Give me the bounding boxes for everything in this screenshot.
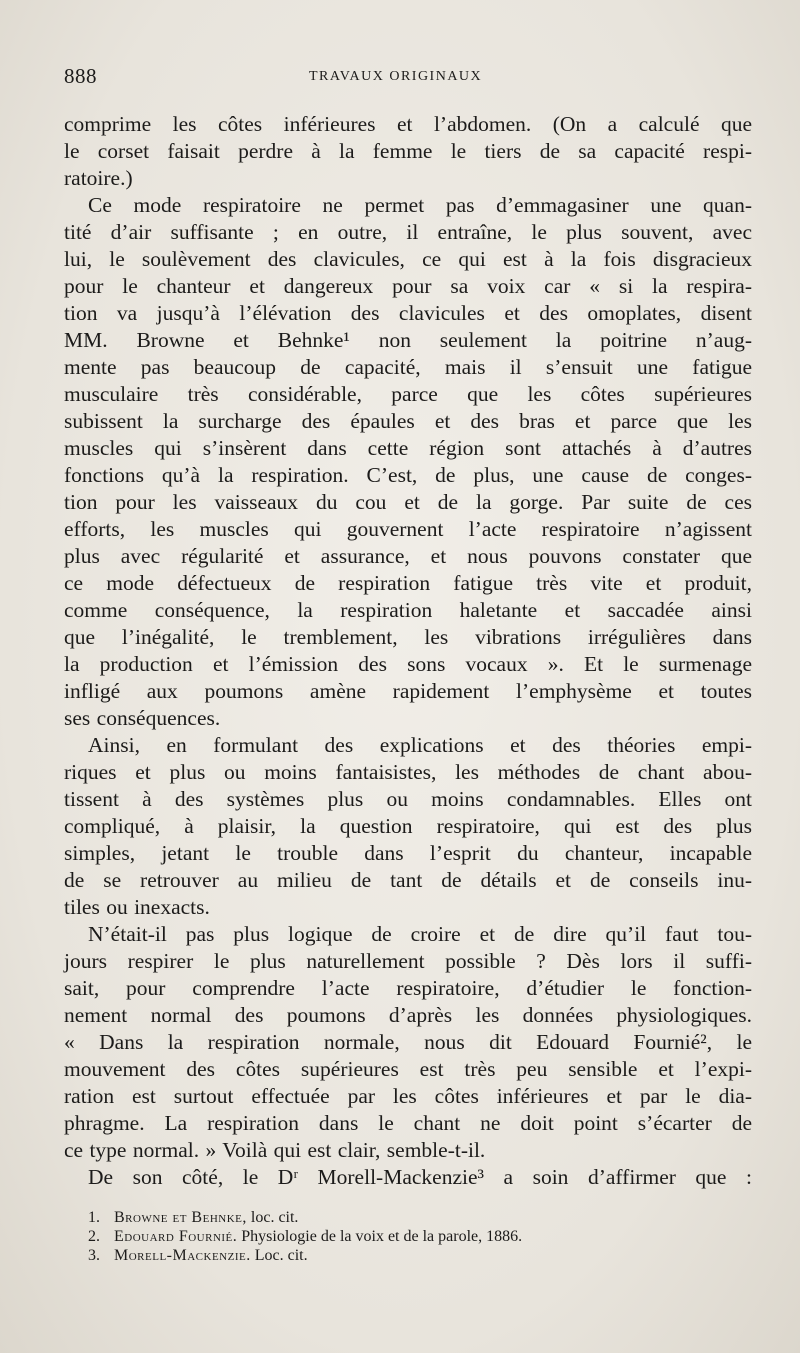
text-line: efforts, les muscles qui gouvernent l’acte respiratoire n’agissent [64,517,752,541]
text-line: Ce mode respiratoire ne permet pas d’emmagasiner une quan- [88,193,752,217]
text-line: compliqué, à plaisir, la question respiratoire, qui est des plus [64,814,752,838]
text-line: infligé aux poumons amène rapidement l’emphysème et toutes [64,679,752,703]
text-line: plus avec régularité et assurance, et nous pouvons constater que [64,544,752,568]
text-line: riques et plus ou moins fantaisistes, les méthodes de chant abou- [64,760,752,784]
footnote [88,1246,708,1265]
text-line: ration est surtout effectuée par les côtes inférieures et par le dia- [64,1084,752,1108]
text-line: « Dans la respiration normale, nous dit Edouard Fournié², le [64,1030,752,1054]
text-line: tité d’air suffisante ; en outre, il entraîne, le plus souvent, avec [64,220,752,244]
footnote [88,1208,708,1227]
text-line: tion pour les vaisseaux du cou et de la gorge. Par suite de ces [64,490,752,514]
text-line: de se retrouver au milieu de tant de détails et de conseils inu- [64,868,752,892]
footnote [88,1227,708,1246]
footnote-number: 2. [88,1228,100,1245]
text-line: ses conséquences. [64,706,221,730]
footnote-reference: Loc. cit. [250,1247,308,1264]
text-line: simples, jetant le trouble dans l’esprit du chanteur, incapable [64,841,752,865]
text-line: tiles ou inexacts. [64,895,210,919]
footnote-reference: loc. cit. [246,1209,299,1226]
text-line: ce type normal. » Voilà qui est clair, semble-t-il. [64,1138,486,1162]
footnote-number: 3. [88,1247,100,1264]
text-line: lui, le soulèvement des clavicules, ce qui est à la fois disgracieux [64,247,752,271]
text-line: que l’inégalité, le tremblement, les vibrations irrégulières dans [64,625,752,649]
footnote-author: Edouard Fournié. [114,1228,238,1245]
text-line: tissent à des systèmes plus ou moins condamnables. Elles ont [64,787,752,811]
text-line: Ainsi, en formulant des explications et des théories empi- [88,733,752,757]
text-line: muscles qui s’insèrent dans cette région sont attachés à d’autres [64,436,752,460]
text-line: jours respirer le plus naturellement possible ? Dès lors il suffi- [64,949,752,973]
text-line: MM. Browne et Behnke¹ non seulement la poitrine n’aug- [64,328,752,352]
body-text [64,111,752,1191]
text-line: la production et l’émission des sons vocaux ». Et le surmenage [64,652,752,676]
footnote-author: Morell-Mackenzie. [114,1247,251,1264]
text-line: N’était-il pas plus logique de croire et de dire qu’il faut tou- [88,922,752,946]
footnotes [88,1208,708,1265]
text-line: mouvement des côtes supérieures est très peu sensible et l’expi- [64,1057,752,1081]
text-line: fonctions qu’à la respiration. C’est, de plus, une cause de conges- [64,463,752,487]
footnote-number: 1. [88,1209,100,1226]
text-line: subissent la surcharge des épaules et des bras et parce que les [64,409,752,433]
text-line: mente pas beaucoup de capacité, mais il s’ensuit une fatigue [64,355,752,379]
text-line: ratoire.) [64,166,133,190]
text-line: comme conséquence, la respiration haletante et saccadée ainsi [64,598,752,622]
page-header [64,64,754,94]
page-number: 888 [64,64,97,88]
text-line: comprime les côtes inférieures et l’abdomen. (On a calculé que [64,112,752,136]
running-head: TRAVAUX ORIGINAUX [309,69,483,84]
text-line: pour le chanteur et dangereux pour sa voix car « si la respira- [64,274,752,298]
text-line: phragme. La respiration dans le chant ne doit point s’écarter de [64,1111,752,1135]
text-line: nement normal des poumons d’après les données physiologiques. [64,1003,752,1027]
footnote-author: Browne et Behnke, [114,1209,247,1226]
text-line: le corset faisait perdre à la femme le tiers de sa capacité respi- [64,139,752,163]
text-line: tion va jusqu’à l’élévation des clavicules et des omoplates, disent [64,301,752,325]
text-line: De son côté, le Dʳ Morell-Mackenzie³ a soin d’affirmer que : [88,1165,752,1189]
text-line: ce mode défectueux de respiration fatigue très vite et produit, [64,571,752,595]
text-line: sait, pour comprendre l’acte respiratoire, d’étudier le fonction- [64,976,752,1000]
text-line: musculaire très considérable, parce que les côtes supérieures [64,382,752,406]
footnote-reference: Physiologie de la voix et de la parole, 1886. [237,1228,523,1245]
